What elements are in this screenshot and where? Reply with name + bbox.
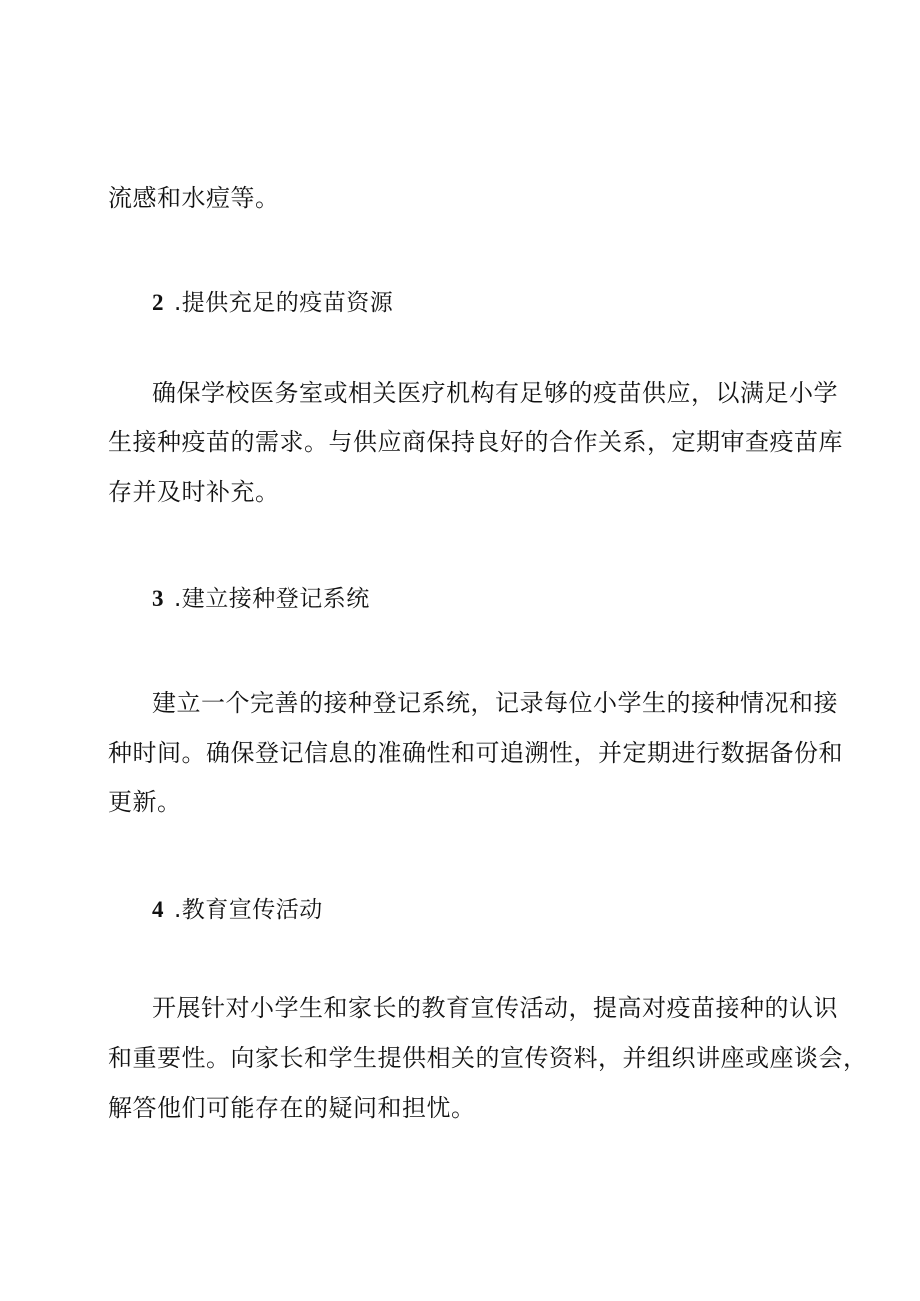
section-title: .提供充足的疫苗资源 bbox=[174, 290, 394, 316]
paragraph-line: 更新。 bbox=[108, 788, 182, 816]
paragraph-line: 解答他们可能存在的疑问和担忧。 bbox=[108, 1094, 476, 1122]
section-heading-2 bbox=[152, 288, 393, 318]
paragraph-line: 开展针对小学生和家长的教育宣传活动，提高对疫苗接种的认识 bbox=[152, 994, 838, 1022]
section-heading-4 bbox=[152, 895, 323, 925]
paragraph-line: 种时间。确保登记信息的准确性和可追溯性，并定期进行数据备份和 bbox=[108, 739, 843, 767]
section-number: 3 bbox=[152, 586, 164, 611]
section-title: .教育宣传活动 bbox=[174, 897, 323, 923]
intro-line: 流感和水痘等。 bbox=[108, 184, 280, 212]
paragraph-line: 生接种疫苗的需求。与供应商保持良好的合作关系，定期审查疫苗库 bbox=[108, 428, 843, 456]
paragraph-line: 建立一个完善的接种登记系统，记录每位小学生的接种情况和接 bbox=[152, 689, 838, 717]
section-number: 4 bbox=[152, 897, 164, 922]
section-number: 2 bbox=[152, 290, 164, 315]
paragraph-line: 确保学校医务室或相关医疗机构有足够的疫苗供应，以满足小学 bbox=[152, 379, 838, 407]
paragraph-line: 存并及时补充。 bbox=[108, 478, 280, 506]
section-title: .建立接种登记系统 bbox=[174, 586, 370, 612]
section-heading-3 bbox=[152, 584, 370, 614]
paragraph-line: 和重要性。向家长和学生提供相关的宣传资料，并组织讲座或座谈会， bbox=[108, 1044, 868, 1072]
